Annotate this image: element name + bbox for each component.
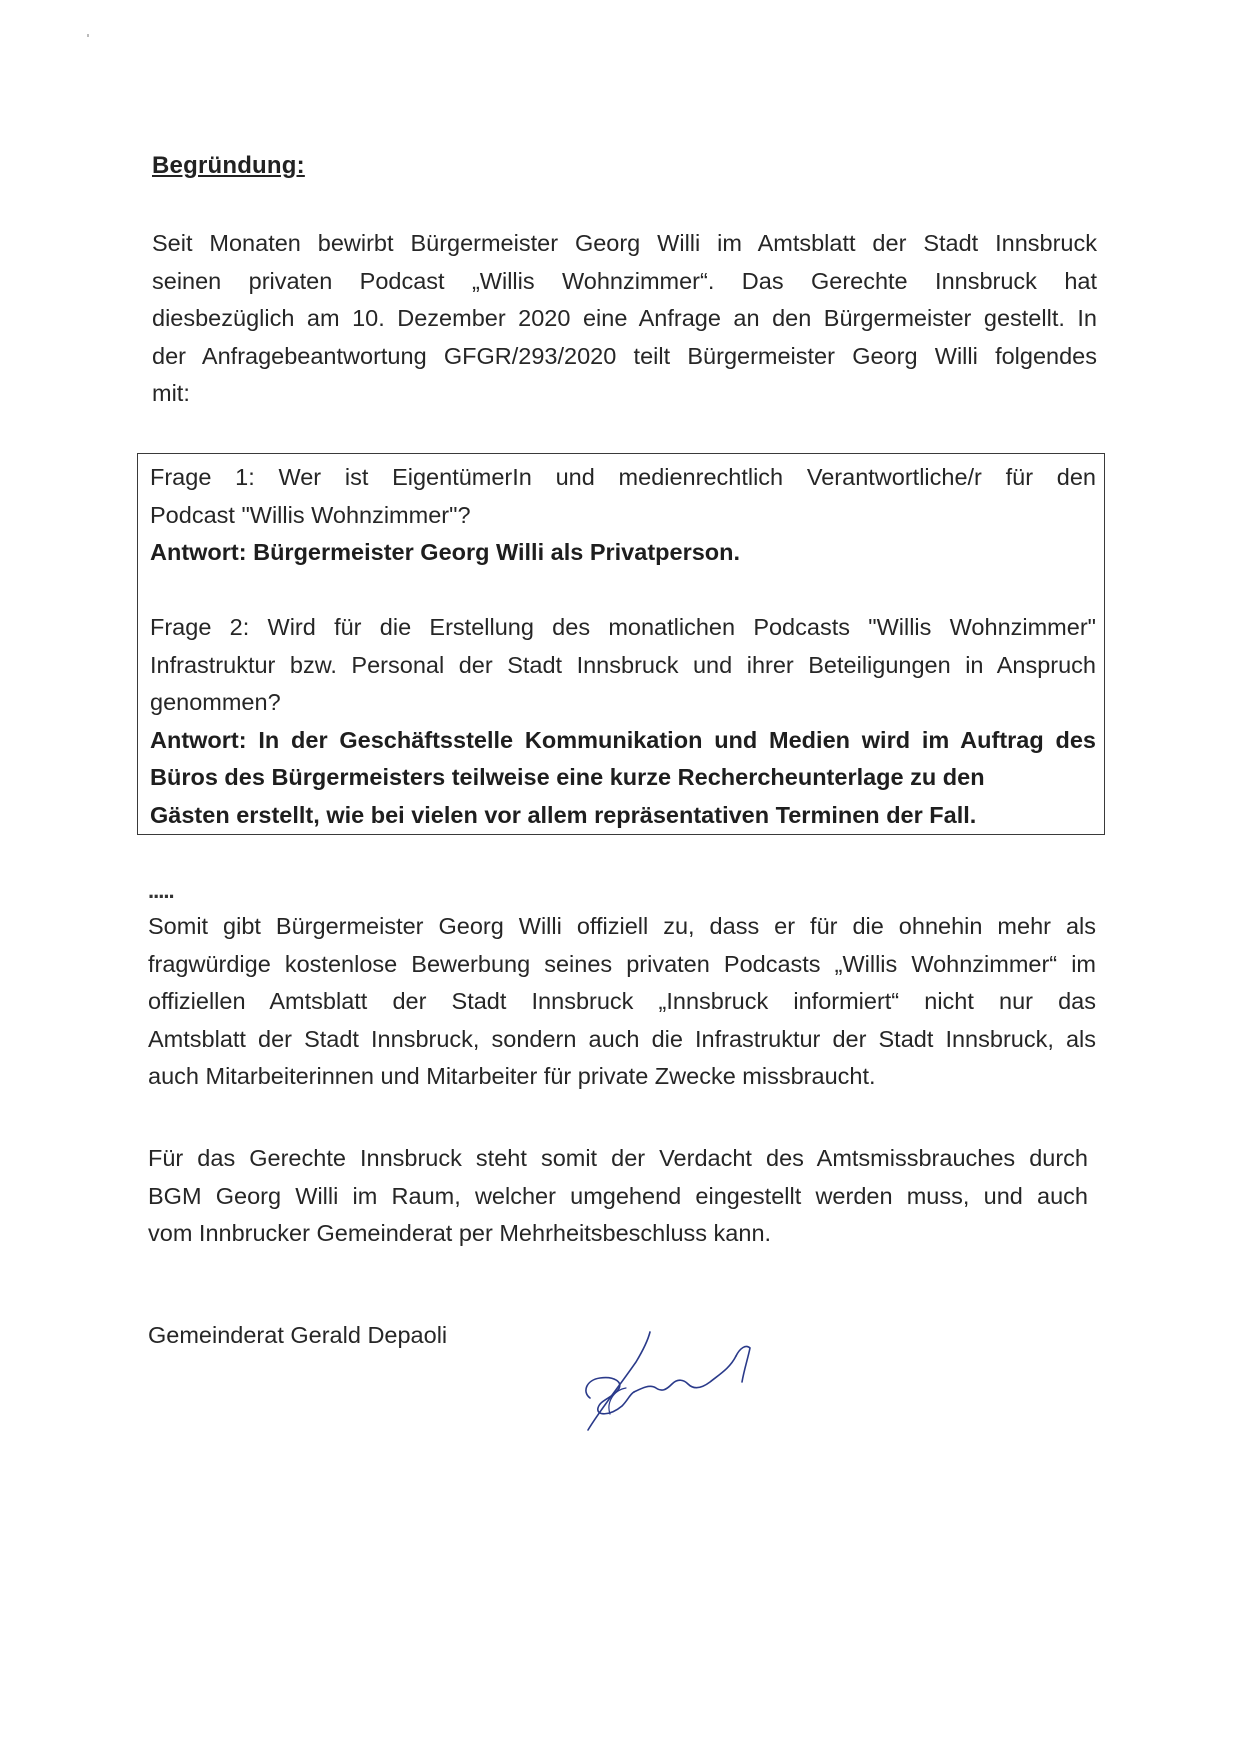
text-line: Seit Monaten bewirbt Bürgermeister Georg Willi im Amtsblatt der Stadt Innsbruck [152, 230, 1097, 256]
handwritten-signature [570, 1318, 780, 1438]
text-line: der Anfragebeantwortung GFGR/293/2020 teilt Bürgermeister Georg Willi folgendes [152, 342, 1097, 369]
answer-2-line: Gästen erstellt, wie bei vielen vor allem repräsentativen Terminen der Fall. [150, 801, 977, 828]
question-2-line: Infrastruktur bzw. Personal der Stadt Innsbruck und ihrer Beteiligungen in Anspruch [150, 651, 1096, 678]
scan-speck [87, 34, 89, 37]
answer-2-line: Antwort: In der Geschäftsstelle Kommunikation und Medien wird im Auftrag des [150, 726, 1096, 753]
signature-stroke [588, 1332, 650, 1430]
signature-stroke [736, 1346, 750, 1382]
question-2-line: Frage 2: Wird für die Erstellung des monatlichen Podcasts "Willis Wohnzimmer" [150, 614, 1096, 640]
intro-paragraph [152, 225, 1097, 413]
text-line: seinen privaten Podcast „Willis Wohnzimmer“. Das Gerechte Innsbruck hat [152, 267, 1097, 294]
signature-stroke [634, 1356, 736, 1392]
conclusion-paragraph [148, 908, 1096, 1096]
section-heading: Begründung: [152, 152, 305, 179]
text-line: fragwürdige kostenlose Bewerbung seines privaten Podcasts „Willis Wohnzimmer“ im [148, 950, 1096, 977]
text-line: offiziellen Amtsblatt der Stadt Innsbruck „Innsbruck informiert“ nicht nur das [148, 988, 1096, 1014]
answer-1: Antwort: Bürgermeister Georg Willi als Privatperson. [150, 539, 741, 565]
answer-2-line: Büros des Bürgermeisters teilweise eine kurze Rechercheunterlage zu den [150, 764, 985, 790]
text-line: Amtsblatt der Stadt Innsbruck, sondern auch die Infrastruktur der Stadt Innsbruck, als [148, 1025, 1096, 1052]
question-2-line: genommen? [150, 689, 281, 715]
text-line: BGM Georg Willi im Raum, welcher umgehend eingestellt werden muss, und auch [148, 1182, 1088, 1209]
text-line: auch Mitarbeiterinnen und Mitarbeiter für private Zwecke missbraucht. [148, 1063, 876, 1089]
question-1-line: Frage 1: Wer ist EigentümerIn und medienrechtlich Verantwortliche/r für den [150, 464, 1096, 490]
text-line: diesbezüglich am 10. Dezember 2020 eine Anfrage an den Bürgermeister gestellt. In [152, 305, 1097, 331]
suspicion-paragraph [148, 1140, 1088, 1253]
text-line: Für das Gerechte Innsbruck steht somit der Verdacht des Amtsmissbrauches durch [148, 1145, 1088, 1171]
text-line: Somit gibt Bürgermeister Georg Willi offiziell zu, dass er für die ohnehin mehr als [148, 913, 1096, 939]
ellipsis-marker: ..... [148, 878, 174, 903]
quoted-answer-content [150, 459, 1096, 834]
quoted-answer-box [137, 453, 1105, 835]
spacer [150, 572, 1096, 610]
text-line: mit: [152, 380, 190, 406]
signature-stroke [586, 1378, 634, 1414]
signer-name: Gemeinderat Gerald Depaoli [148, 1322, 448, 1348]
text-line: vom Innbrucker Gemeinderat per Mehrheitsbeschluss kann. [148, 1220, 772, 1246]
question-1-line: Podcast "Willis Wohnzimmer"? [150, 501, 471, 528]
